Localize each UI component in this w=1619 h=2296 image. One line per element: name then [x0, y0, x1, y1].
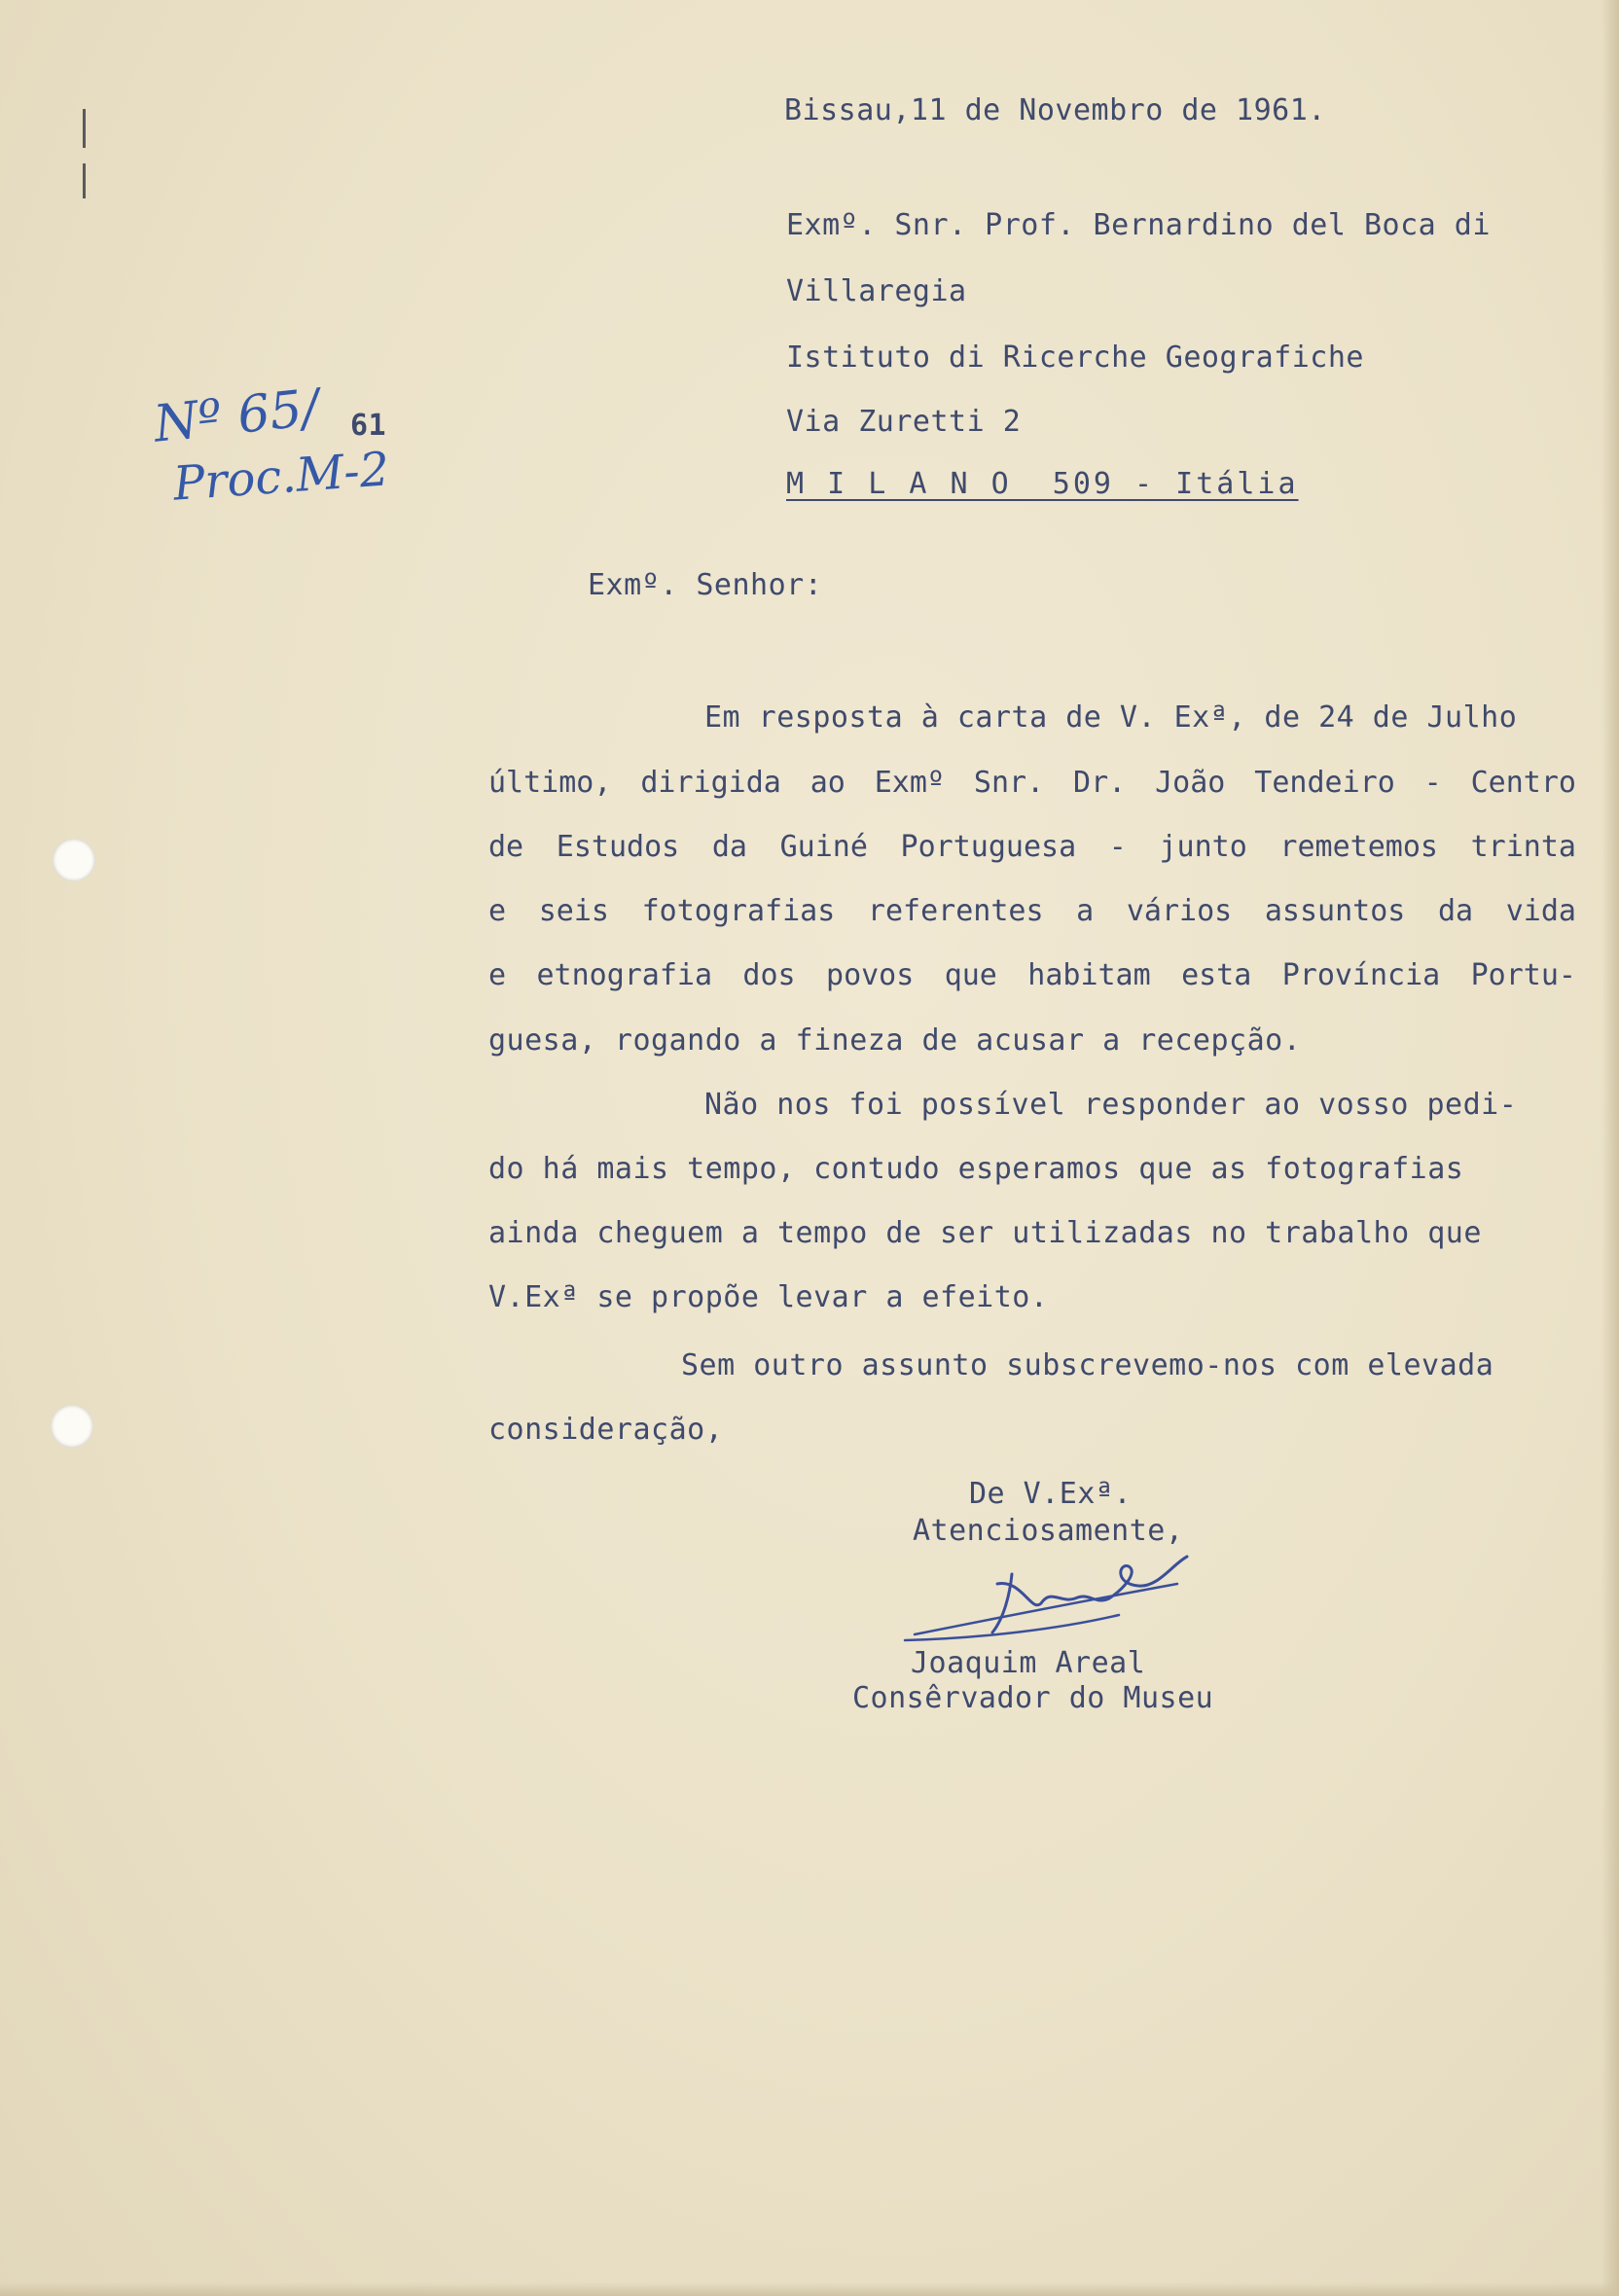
body-line: último, dirigida ao Exmº Snr. Dr. João Tendeiro - Centro: [488, 766, 1576, 800]
typed-reference-year: 61: [350, 409, 387, 443]
handwritten-reference-number: Nº 65/: [151, 378, 322, 454]
body-line: e etnografia dos povos que habitam esta Província Portu-: [488, 958, 1576, 992]
salutation: Exmº. Senhor:: [588, 568, 823, 602]
body-line: Em resposta à carta de V. Exª, de 24 de Julho: [704, 700, 1518, 735]
body-line: Não nos foi possível responder ao vosso pedi-: [704, 1088, 1518, 1122]
body-line: guesa, rogando a fineza de acusar a recepção.: [488, 1023, 1302, 1058]
body-line: Sem outro assunto subscrevemo-nos com elevada: [681, 1348, 1494, 1382]
margin-pencil-mark: [83, 163, 86, 198]
body-line: V.Exª se propõe levar a efeito.: [488, 1280, 1049, 1314]
recipient-line-3: Istituto di Ricerche Geografiche: [786, 341, 1364, 375]
recipient-line-5: M I L A N O 509 - Itália: [786, 467, 1299, 501]
closing-line-2: Atenciosamente,: [913, 1514, 1184, 1548]
body-line: de Estudos da Guiné Portuguesa - junto remetemos trinta: [488, 830, 1576, 864]
signer-title: Consêrvador do Museu: [852, 1681, 1214, 1715]
body-line: do há mais tempo, contudo esperamos que as fotografias: [488, 1152, 1464, 1186]
date-line: Bissau,11 de Novembro de 1961.: [784, 93, 1326, 127]
body-line: e seis fotografias referentes a vários assuntos da vida: [488, 894, 1576, 928]
closing-line-1: De V.Exª.: [969, 1477, 1133, 1511]
recipient-line-1: Exmº. Snr. Prof. Bernardino del Boca di: [786, 208, 1491, 242]
handwritten-reference-code: Proc.M-2: [171, 442, 391, 512]
body-line: consideração,: [488, 1413, 724, 1447]
body-line: ainda cheguem a tempo de ser utilizadas no trabalho que: [488, 1216, 1482, 1250]
margin-pencil-mark: [83, 109, 86, 148]
punch-hole-lower: [51, 1405, 93, 1448]
paper-edge-right: [1601, 0, 1619, 2296]
paper-edge-bottom: [0, 2282, 1619, 2296]
handwritten-signature: [895, 1545, 1206, 1652]
signer-name: Joaquim Areal: [911, 1646, 1146, 1680]
punch-hole-upper: [53, 839, 95, 881]
recipient-line-4: Via Zuretti 2: [786, 405, 1022, 439]
recipient-line-2: Villaregia: [786, 274, 967, 308]
